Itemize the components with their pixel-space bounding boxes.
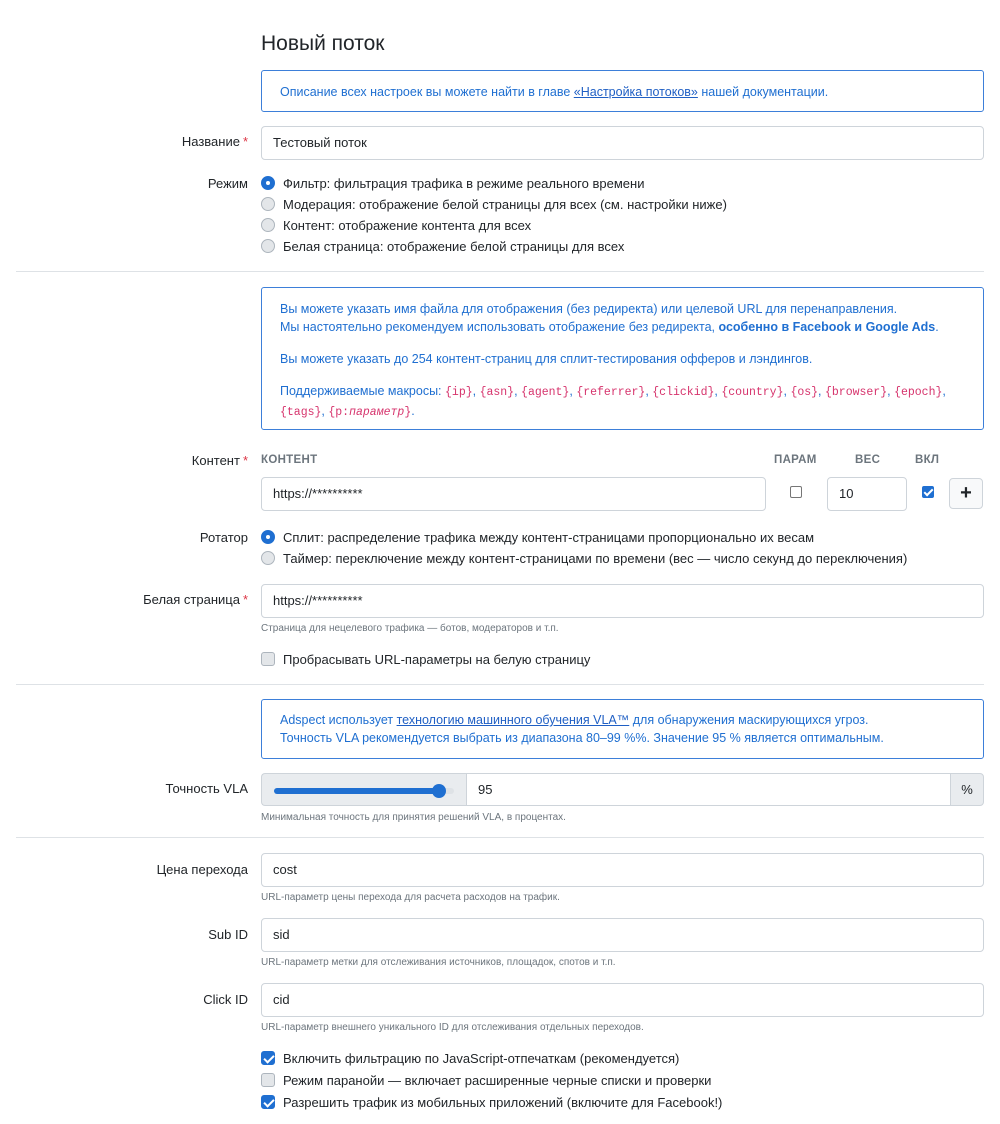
mode-option-label: Контент: отображение контента для всех xyxy=(283,217,532,233)
subid-input[interactable]: sid xyxy=(261,918,984,952)
forward-params-label: Пробрасывать URL-параметры на белую страницу xyxy=(283,651,591,667)
vla-slider-container xyxy=(261,773,467,806)
clickid-input[interactable]: cid xyxy=(261,983,984,1017)
content-info-line-1: Вы можете указать имя файла для отображения (без редиректа) или целевой URL для перенаправления. xyxy=(280,302,898,316)
divider xyxy=(16,837,984,838)
docs-info-prefix: Описание всех настроек вы можете найти в главе xyxy=(280,85,574,99)
weight-input[interactable]: 10 xyxy=(827,477,907,511)
option-label: Включить фильтрацию по JavaScript-отпечаткам (рекомендуется) xyxy=(283,1050,680,1066)
content-info-line-3: Вы можете указать до 254 контент-страниц для сплит-тестирования офферов и лэндингов. xyxy=(280,352,813,366)
rotator-option-label: Таймер: переключение между контент-страницами по времени (вес — число секунд до переключения) xyxy=(283,550,908,566)
cost-help: URL-параметр цены перехода для расчета расходов на трафик. xyxy=(261,892,560,903)
rotator-label: Ротатор xyxy=(199,530,248,545)
enabled-checkbox[interactable] xyxy=(922,486,934,498)
macro-code: {agent} xyxy=(521,386,570,399)
macro-code: {clickid} xyxy=(652,386,715,399)
mode-radio[interactable] xyxy=(261,218,275,232)
vla-info-box xyxy=(261,699,984,759)
option-checkbox[interactable] xyxy=(261,1073,275,1087)
macro-param-code: {p:параметр} xyxy=(328,406,412,419)
clickid-help: URL-параметр внешнего уникального ID для отслеживания отдельных переходов. xyxy=(261,1022,644,1033)
mode-radio[interactable] xyxy=(261,239,275,253)
macro-code: {tags} xyxy=(280,406,322,419)
percent-addon: % xyxy=(950,773,984,806)
rotator-radio[interactable] xyxy=(261,551,275,565)
vla-slider-handle[interactable] xyxy=(432,784,446,798)
vla-info-line-2: Точность VLA рекомендуется выбрать из диапазона 80–99 %%. Значение 95 % является оптимальным. xyxy=(280,731,884,745)
mode-option-label: Белая страница: отображение белой страницы для всех xyxy=(283,238,625,254)
option-item[interactable] xyxy=(261,1071,711,1089)
content-info-line-2: Мы настоятельно рекомендуем использовать отображение без редиректа, особенно в Facebook и Google Ads. xyxy=(280,320,939,334)
vla-help: Минимальная точность для принятия решений VLA, в процентах. xyxy=(261,812,566,823)
mode-radio[interactable] xyxy=(261,176,275,190)
option-item[interactable] xyxy=(261,1093,722,1111)
mode-label: Режим xyxy=(207,176,248,191)
rotator-option[interactable] xyxy=(261,528,814,546)
macro-code: {epoch} xyxy=(894,386,943,399)
vla-label: Точность VLA xyxy=(165,781,248,796)
cost-input[interactable]: cost xyxy=(261,853,984,887)
column-header-weight: ВЕС xyxy=(855,454,881,466)
mode-option[interactable] xyxy=(261,237,624,255)
mode-radio[interactable] xyxy=(261,197,275,211)
docs-info-suffix: нашей документации. xyxy=(697,85,829,99)
rotator-option-label: Сплит: распределение трафика между контент-страницами пропорционально их весам xyxy=(283,529,815,545)
macros-list: Поддерживаемые макросы: {ip}, {asn}, {agent}, {referrer}, {clickid}, {country}, {os}, {browser}, {epoch}, {tags}, {p:параметр}. xyxy=(280,384,946,419)
mode-option-label: Фильтр: фильтрация трафика в режиме реального времени xyxy=(283,175,645,191)
column-header-content: КОНТЕНТ xyxy=(261,454,318,466)
vla-value-input[interactable]: 95 xyxy=(466,773,951,806)
required-mark: * xyxy=(242,592,248,607)
docs-info-box xyxy=(261,70,984,112)
forward-params-checkbox[interactable] xyxy=(261,652,275,666)
page-title: Новый поток xyxy=(261,32,385,55)
cost-label: Цена перехода xyxy=(156,862,248,877)
content-url-input[interactable]: https://********** xyxy=(261,477,766,511)
column-header-param: ПАРАМ xyxy=(774,454,817,466)
docs-link[interactable]: «Настройка потоков» xyxy=(573,85,698,99)
macro-code: {ip} xyxy=(445,386,473,399)
option-item[interactable] xyxy=(261,1049,679,1067)
mode-option-label: Модерация: отображение белой страницы для всех (см. настройки ниже) xyxy=(283,196,727,212)
vla-slider-track[interactable] xyxy=(274,788,454,794)
macro-code: {referrer} xyxy=(576,386,646,399)
mode-option[interactable] xyxy=(261,174,644,192)
param-checkbox[interactable] xyxy=(790,486,802,498)
option-label: Разрешить трафик из мобильных приложений (включите для Facebook!) xyxy=(283,1094,723,1110)
required-mark: * xyxy=(242,134,248,149)
subid-label: Sub ID xyxy=(208,927,248,942)
option-label: Режим паранойи — включает расширенные черные списки и проверки xyxy=(283,1072,712,1088)
name-label: Название * xyxy=(181,134,248,149)
clickid-label: Click ID xyxy=(203,992,248,1007)
divider xyxy=(16,684,984,685)
rotator-option[interactable] xyxy=(261,549,907,567)
column-header-enabled: ВКЛ xyxy=(915,454,940,466)
forward-params-option[interactable] xyxy=(261,650,590,668)
mode-option[interactable] xyxy=(261,195,727,213)
vla-technology-link[interactable]: технологию машинного обучения VLA™ xyxy=(396,713,630,727)
white-page-help: Страница для нецелевого трафика — ботов, модераторов и т.п. xyxy=(261,623,559,634)
add-content-button[interactable]: + xyxy=(949,478,983,509)
option-checkbox[interactable] xyxy=(261,1051,275,1065)
white-page-input[interactable]: https://********** xyxy=(261,584,984,618)
divider xyxy=(16,271,984,272)
vla-slider-fill xyxy=(274,788,439,794)
content-label: Контент * xyxy=(191,453,248,468)
option-checkbox[interactable] xyxy=(261,1095,275,1109)
macro-code: {asn} xyxy=(479,386,515,399)
macro-code: {os} xyxy=(790,386,819,399)
mode-option[interactable] xyxy=(261,216,531,234)
required-mark: * xyxy=(242,453,248,468)
rotator-radio[interactable] xyxy=(261,530,275,544)
white-page-label: Белая страница * xyxy=(143,592,248,607)
name-input[interactable]: Тестовый поток xyxy=(261,126,984,160)
content-info-box xyxy=(261,287,984,430)
macro-code: {country} xyxy=(721,386,784,399)
vla-info-line-1: Adspect использует технологию машинного обучения VLA™ для обнаружения маскирующихся угроз. xyxy=(280,713,869,727)
macro-code: {browser} xyxy=(825,386,888,399)
subid-help: URL-параметр метки для отслеживания источников, площадок, спотов и т.п. xyxy=(261,957,616,968)
